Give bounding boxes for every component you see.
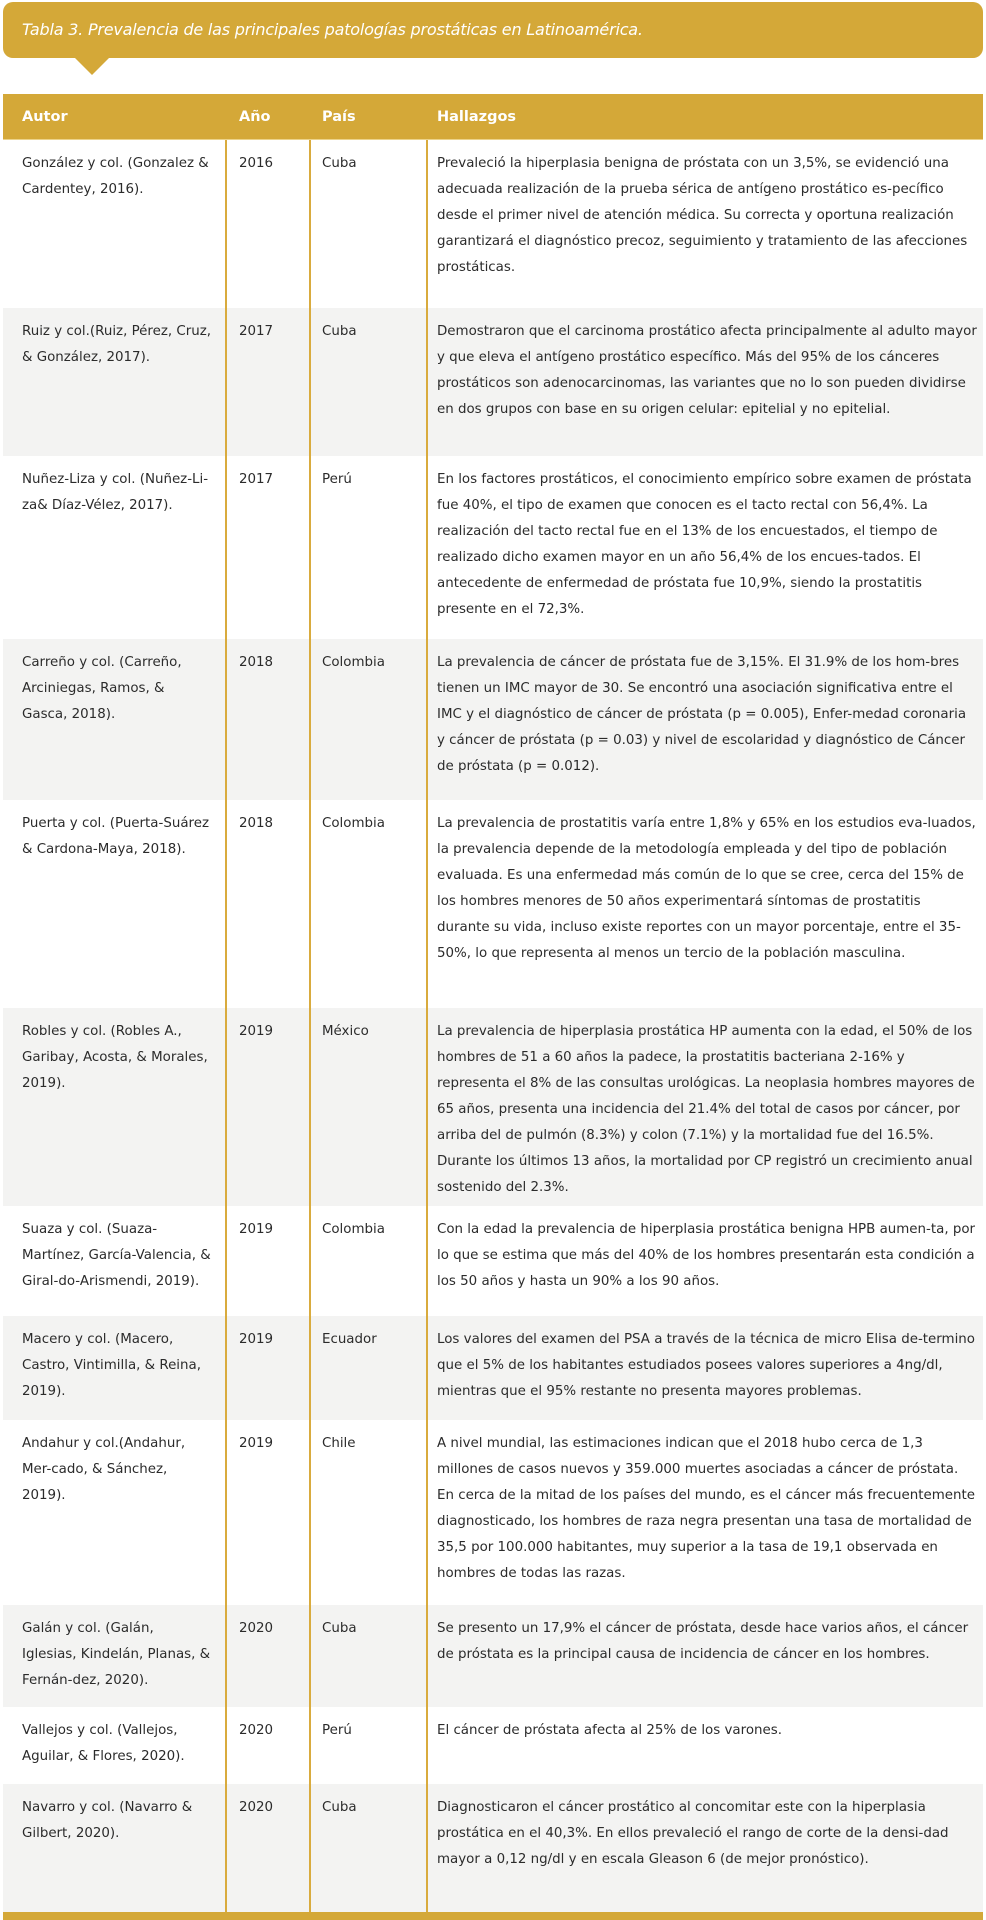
column-divider — [426, 140, 428, 1912]
table-row — [3, 1420, 983, 1605]
header-anio: Año — [239, 109, 271, 125]
cell-hallazgos: La prevalencia de cáncer de próstata fue de 3,15%. El 31.9% de los hom-bres tienen un IMC mayor de 30. Se encontró una asociación significativa entre el IMC y el diagnóstico de cáncer de próstata (p = 0.005), Enfer-medad coronaria y cáncer de próstata (p = 0.03) y nivel de escolaridad y diagnóstico de Cáncer de próstata (p = 0.012). — [437, 655, 967, 774]
cell-anio: 2020 — [239, 1800, 274, 1815]
table-row — [3, 1784, 983, 1912]
cell-hallazgos: En los factores prostáticos, el conocimiento empírico sobre examen de próstata fue 40%, el tipo de examen que conocen es el tacto rectal con 56,4%. La realización del tacto rectal fue en el 13% de los encuestados, el tiempo de realizado dicho examen mayor en un año 56,4% de los encues-tados. El antecedente de enfermedad de próstata fue 10,9%, siendo la prostatitis presente en el 72,3%. — [437, 472, 972, 617]
cell-anio: 2020 — [239, 1621, 274, 1636]
table-caption — [3, 2, 983, 58]
table-row — [3, 1008, 983, 1206]
caption-text: Tabla 3. Prevalencia de las principales patologías prostáticas en Latinoamérica. — [22, 20, 643, 39]
table-row — [3, 456, 983, 639]
cell-hallazgos: El cáncer de próstata afecta al 25% de los varones. — [437, 1723, 782, 1738]
cell-autor: Carreño y col. (Carreño, Arciniegas, Ramos, & Gasca, 2018). — [22, 655, 182, 722]
cell-pais: Colombia — [322, 1222, 385, 1237]
cell-anio: 2018 — [239, 816, 274, 831]
cell-pais: Colombia — [322, 655, 385, 670]
cell-autor: Suaza y col. (Suaza-Martínez, García-Valencia, & Giral-do-Arismendi, 2019). — [22, 1222, 211, 1289]
cell-hallazgos: Con la edad la prevalencia de hiperplasia prostática benigna HPB aumen-ta, por lo que se estima que más del 40% de los hombres presentarán esta condición a los 50 años y hasta un 90% a los 90 años. — [437, 1222, 976, 1289]
cell-hallazgos: La prevalencia de hiperplasia prostática HP aumenta con la edad, el 50% de los hombres de 51 a 60 años la padece, la prostatitis bacteriana 2-16% y representa el 8% de las consultas urológicas. La neoplasia hombres mayores de 65 años, presenta una incidencia del 21.4% del total de casos por cáncer, por arriba del de pulmón (8.3%) y colon (7.1%) y la mortalidad fue del 16.5%. Durante los últimos 13 años, la mortalidad por CP registró un crecimiento anual sostenido del 2.3%. — [437, 1024, 975, 1195]
cell-hallazgos: Se presento un 17,9% el cáncer de próstata, desde hace varios años, el cáncer de próstata es la principal causa de incidencia de cáncer en los hombres. — [437, 1621, 969, 1662]
table-row — [3, 1316, 983, 1420]
cell-hallazgos: Diagnosticaron el cáncer prostático al concomitar este con la hiperplasia prostática en el 40,3%. En ellos prevaleció el rango de corte de la densi-dad mayor a 0,12 ng/dl y en escala Gleason 6 (de mejor pronóstico). — [437, 1800, 949, 1867]
cell-autor: Puerta y col. (Puerta-Suárez & Cardona-Maya, 2018). — [22, 816, 210, 857]
header-hallazgos: Hallazgos — [437, 109, 517, 125]
cell-anio: 2017 — [239, 472, 274, 487]
prevalence-table — [3, 94, 983, 1912]
cell-autor: Andahur y col.(Andahur, Mer-cado, & Sánchez, 2019). — [22, 1436, 186, 1503]
cell-hallazgos: Prevaleció la hiperplasia benigna de próstata con un 3,5%, se evidenció una adecuada realización de la prueba sérica de antígeno prostático es-pecífico desde el primer nivel de atención médica. Su correcta y oportuna realización garantizará el diagnóstico precoz, seguimiento y tratamiento de las afecciones prostáticas. — [437, 156, 968, 275]
cell-hallazgos: Los valores del examen del PSA a través de la técnica de micro Elisa de-termino que el 5% de los habitantes estudiados posees valores superiores a 4ng/dl, mientras que el 95% restante no presenta mayores problemas. — [437, 1332, 975, 1399]
cell-hallazgos: A nivel mundial, las estimaciones indican que el 2018 hubo cerca de 1,3 millones de casos nuevos y 359.000 muertes asociadas a cáncer de próstata. En cerca de la mitad de los países del mundo, es el cáncer más frecuentemente diagnosticado, los hombres de raza negra presentan una tasa de mortalidad de 35,5 por 100.000 habitantes, muy superior a la tasa de 19,1 observada en hombres de todas las razas. — [437, 1436, 976, 1581]
column-divider — [309, 140, 311, 1912]
table-bottom-border — [3, 1912, 983, 1920]
table-row — [3, 1707, 983, 1784]
cell-autor: Galán y col. (Galán, Iglesias, Kindelán, Planas, & Fernán-dez, 2020). — [22, 1621, 211, 1688]
cell-anio: 2020 — [239, 1723, 274, 1738]
cell-autor: Nuñez-Liza y col. (Nuñez-Li-za& Díaz-Vélez, 2017). — [22, 472, 209, 513]
table-row — [3, 1605, 983, 1707]
table-row — [3, 800, 983, 1008]
cell-pais: Cuba — [322, 156, 357, 171]
cell-pais: Colombia — [322, 816, 385, 831]
cell-pais: México — [322, 1024, 369, 1039]
cell-pais: Cuba — [322, 324, 357, 339]
cell-autor: Vallejos y col. (Vallejos, Aguilar, & Flores, 2020). — [22, 1723, 185, 1764]
cell-autor: Macero y col. (Macero, Castro, Vintimilla, & Reina, 2019). — [22, 1332, 201, 1399]
cell-anio: 2019 — [239, 1024, 274, 1039]
cell-pais: Perú — [322, 1723, 352, 1738]
table-row — [3, 1206, 983, 1316]
cell-autor: Ruiz y col.(Ruiz, Pérez, Cruz, & González, 2017). — [22, 324, 212, 365]
cell-autor: Robles y col. (Robles A., Garibay, Acosta, & Morales, 2019). — [22, 1024, 208, 1091]
cell-anio: 2018 — [239, 655, 274, 670]
caption-pointer — [75, 58, 109, 75]
header-pais: País — [322, 109, 356, 125]
table-row — [3, 140, 983, 308]
cell-autor: González y col. (Gonzalez & Cardentey, 2016). — [22, 156, 209, 197]
cell-pais: Cuba — [322, 1621, 357, 1636]
cell-pais: Ecuador — [322, 1332, 377, 1347]
cell-autor: Navarro y col. (Navarro & Gilbert, 2020). — [22, 1800, 193, 1841]
cell-pais: Perú — [322, 472, 352, 487]
table-row — [3, 308, 983, 456]
column-divider — [225, 140, 227, 1912]
cell-anio: 2016 — [239, 156, 274, 171]
cell-anio: 2017 — [239, 324, 274, 339]
cell-anio: 2019 — [239, 1332, 274, 1347]
table-header — [3, 94, 983, 140]
header-autor: Autor — [22, 109, 68, 125]
cell-hallazgos: La prevalencia de prostatitis varía entre 1,8% y 65% en los estudios eva-luados, la prevalencia depende de la metodología empleada y del tipo de población evaluada. Es una enfermedad más común de lo que se cree, cerca del 15% de los hombres menores de 50 años experimentará síntomas de prostatitis durante su vida, incluso existe reportes con un mayor porcentaje, entre el 35-50%, lo que representa al menos un tercio de la población masculina. — [437, 816, 976, 961]
cell-pais: Chile — [322, 1436, 356, 1451]
cell-anio: 2019 — [239, 1222, 274, 1237]
table-row — [3, 639, 983, 800]
cell-pais: Cuba — [322, 1800, 357, 1815]
cell-hallazgos: Demostraron que el carcinoma prostático afecta principalmente al adulto mayor y que eleva el antígeno prostático específico. Más del 95% de los cánceres prostáticos son adenocarcinomas, las variantes que no lo son pueden dividirse en dos grupos con base en su origen celular: epitelial y no epitelial. — [437, 324, 977, 417]
cell-anio: 2019 — [239, 1436, 274, 1451]
